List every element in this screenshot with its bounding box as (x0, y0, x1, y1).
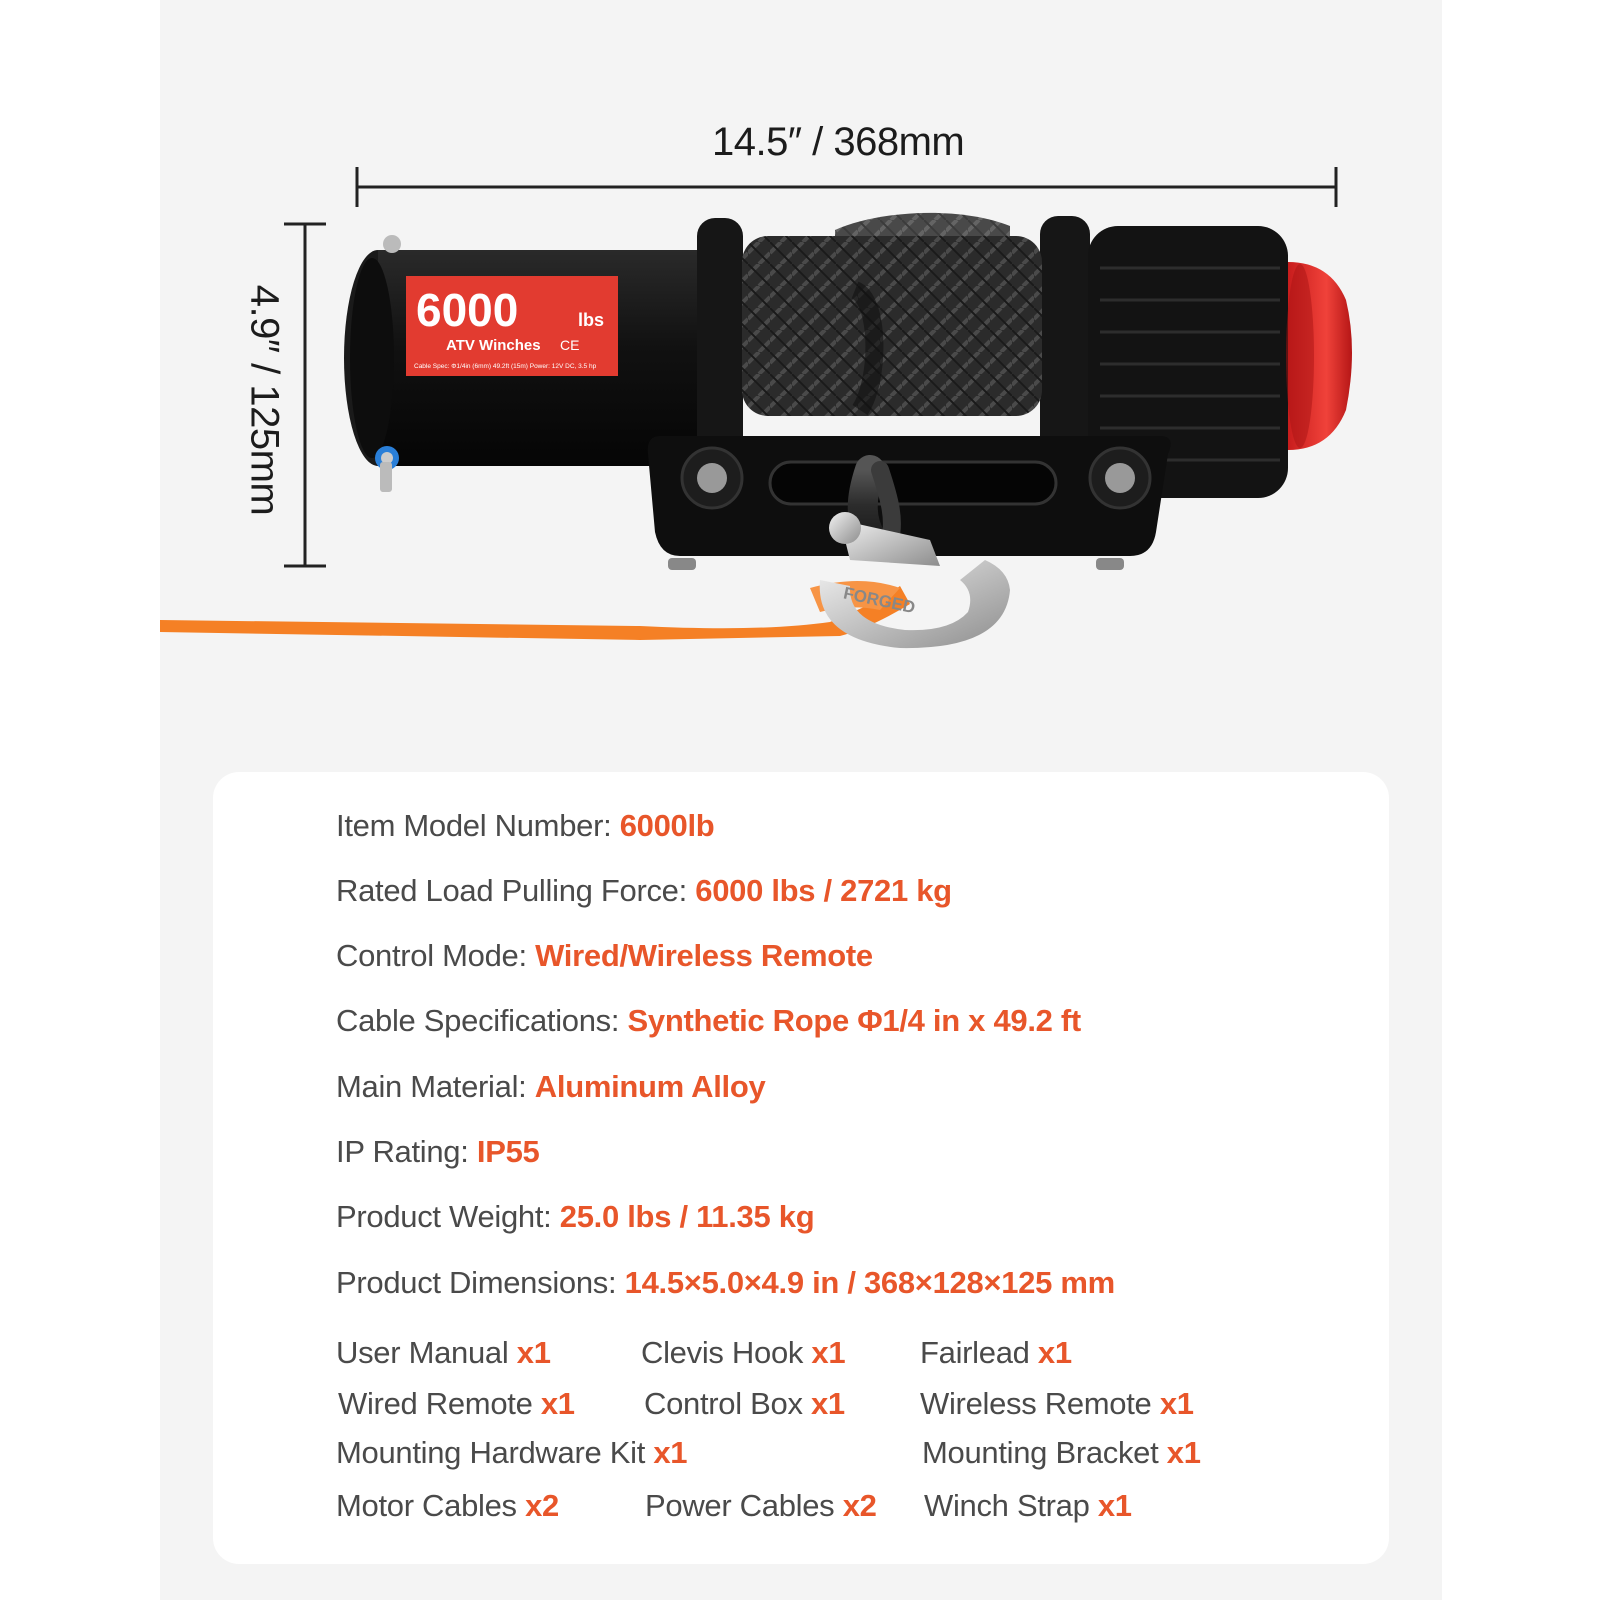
spec-label: Product Dimensions: (336, 1265, 625, 1300)
package-item-qty: x1 (811, 1335, 846, 1370)
spec-label: Rated Load Pulling Force: (336, 873, 696, 908)
package-item-name: Motor Cables (336, 1488, 526, 1523)
height-dimension-label: 4.9″ / 125mm (242, 284, 287, 516)
spec-value: 14.5×5.0×4.9 in / 368×128×125 mm (624, 1265, 1115, 1300)
package-item-qty: x2 (525, 1488, 559, 1523)
package-item-qty: x1 (1097, 1488, 1132, 1523)
winch-illustration (0, 0, 1600, 760)
label-capacity: 6000 (416, 284, 519, 336)
spec-label: Main Material: (336, 1069, 535, 1104)
spec-item-product-dimensions (336, 1265, 1115, 1301)
spec-label: Product Weight: (336, 1199, 560, 1234)
package-item (336, 1435, 687, 1471)
spec-value: 6000lb (619, 808, 715, 843)
spec-value: 25.0 lbs / 11.35 kg (559, 1199, 815, 1234)
package-item-qty: x1 (1166, 1435, 1201, 1470)
package-item (645, 1488, 877, 1524)
spec-value: Synthetic Rope Φ1/4 in x 49.2 ft (627, 1003, 1081, 1038)
package-item-name: Fairlead (920, 1335, 1038, 1370)
package-item-qty: x1 (1159, 1386, 1194, 1421)
spec-label: IP Rating: (336, 1134, 477, 1169)
package-item (920, 1335, 1072, 1371)
package-item-name: Power Cables (645, 1488, 843, 1523)
package-item-name: User Manual (336, 1335, 517, 1370)
spec-item-pulling-force (336, 873, 952, 909)
winch-strap (160, 581, 910, 640)
package-item (338, 1386, 575, 1422)
label-name: ATV Winches (446, 337, 541, 354)
product-label (406, 276, 618, 376)
package-item-name: Mounting Bracket (922, 1435, 1167, 1470)
package-item-name: Wireless Remote (920, 1386, 1160, 1421)
package-item-qty: x1 (1037, 1335, 1072, 1370)
label-ce: CE (560, 337, 580, 353)
package-item-name: Wired Remote (338, 1386, 541, 1421)
package-item-qty: x2 (842, 1488, 877, 1523)
package-item (336, 1488, 559, 1524)
label-spec: Cable Spec: Φ1/4in (6mm) 49.2ft (15m) Power: 12V DC, 3.5 hp (414, 363, 597, 370)
package-item (336, 1335, 551, 1371)
label-unit: lbs (578, 310, 605, 330)
package-item-name: Clevis Hook (641, 1335, 812, 1370)
package-item-qty: x1 (810, 1386, 845, 1421)
package-item (920, 1386, 1194, 1422)
package-item-name: Winch Strap (924, 1488, 1098, 1523)
spec-value: 6000 lbs / 2721 kg (695, 873, 952, 908)
spec-label: Control Mode: (336, 938, 536, 973)
spec-value: Aluminum Alloy (534, 1069, 766, 1104)
package-item-name: Mounting Hardware Kit (336, 1435, 654, 1470)
spec-value: Wired/Wireless Remote (535, 938, 873, 973)
package-item-qty: x1 (653, 1435, 688, 1470)
spec-item-model-number (336, 808, 714, 844)
package-item (922, 1435, 1201, 1471)
height-dimension-line (284, 224, 326, 566)
width-dimension-line (357, 167, 1336, 207)
spec-item-ip-rating (336, 1134, 539, 1170)
clutch-knob (1286, 262, 1352, 450)
spec-value: IP55 (476, 1134, 540, 1169)
package-item (924, 1488, 1132, 1524)
rope-drum (742, 213, 1042, 416)
package-item (641, 1335, 845, 1371)
spec-item-cable-specifications (336, 1003, 1081, 1039)
package-item (644, 1386, 845, 1422)
package-item-name: Control Box (644, 1386, 811, 1421)
spec-label: Item Model Number: (336, 808, 620, 843)
spec-item-control-mode (336, 938, 873, 974)
hook-stamp: FORGED (841, 583, 917, 618)
spec-label: Cable Specifications: (336, 1003, 628, 1038)
width-dimension-label: 14.5″ / 368mm (712, 120, 965, 164)
package-item-qty: x1 (516, 1335, 551, 1370)
spec-item-main-material (336, 1069, 765, 1105)
package-item-qty: x1 (540, 1386, 575, 1421)
spec-item-product-weight (336, 1199, 814, 1235)
